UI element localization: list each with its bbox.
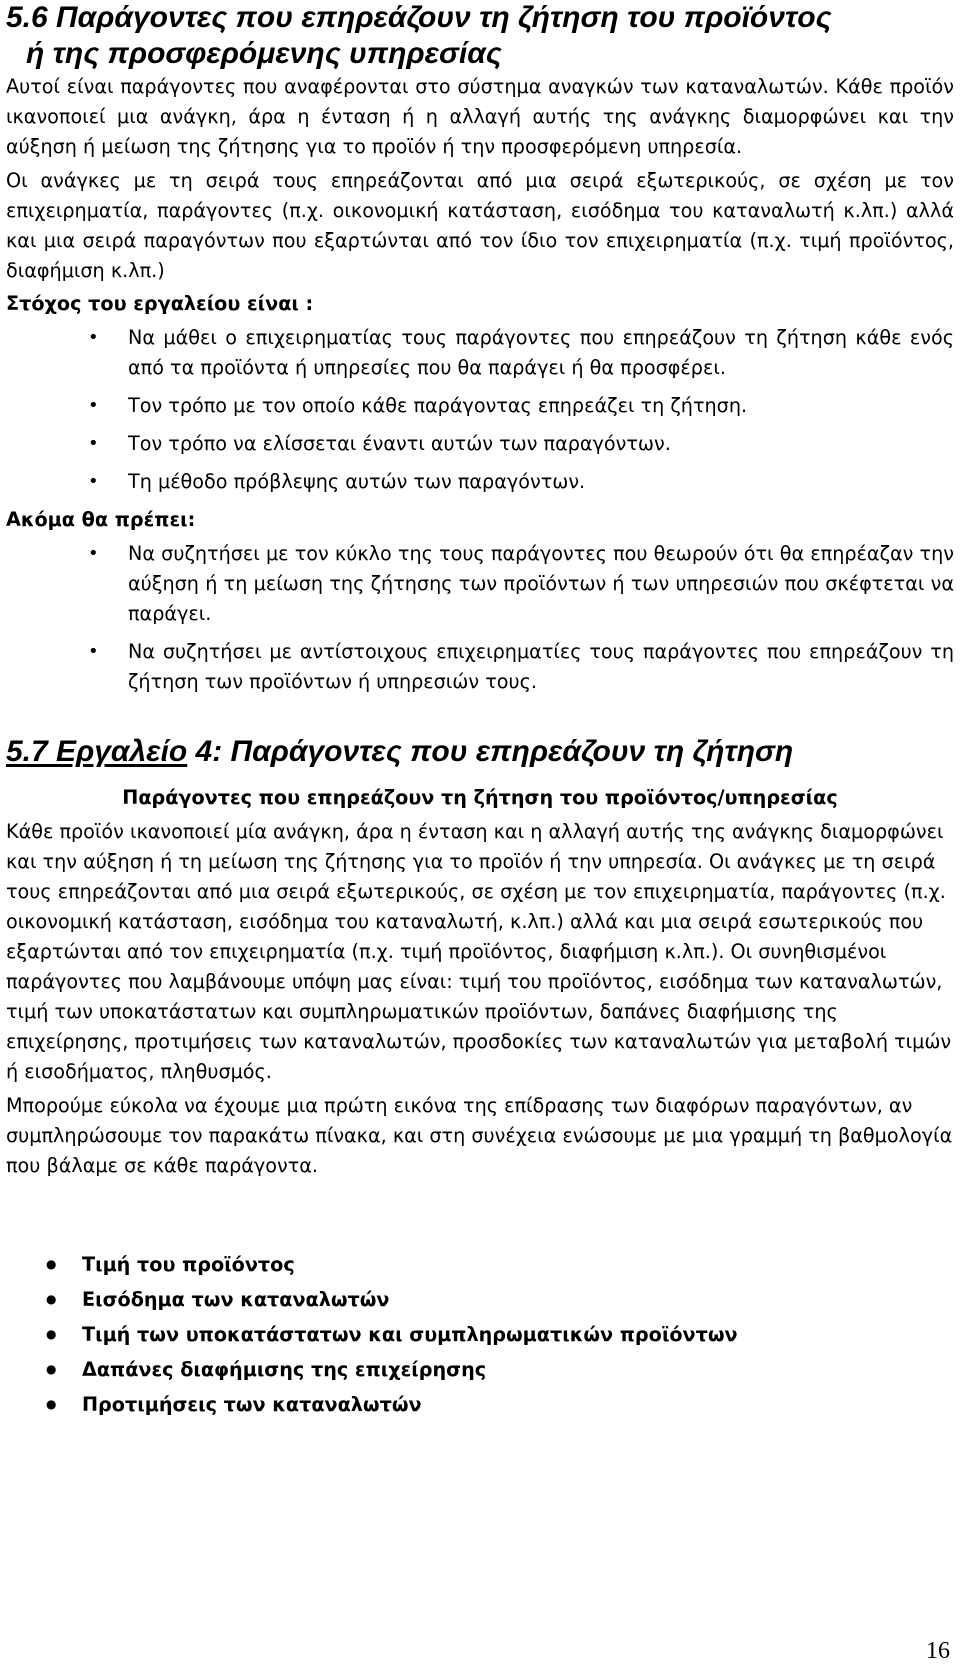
section-5-7-title	[6, 733, 954, 771]
page-number: 16	[926, 1638, 950, 1664]
section-5-7-paragraph-1: Κάθε προϊόν ικανοποιεί μία ανάγκη, άρα η ένταση και η αλλαγή αυτής της ανάγκης διαμορφώνει και την αύξηση ή τη μείωση της ζήτησης για το προϊόν ή την υπηρεσία. Οι ανάγκες με τη σειρά τους επηρεάζονται από μια σειρά εξωτερικούς, σε σχέση με τον επιχειρηματία, παράγοντες (π.χ. οικονομική κατάσταση, εισόδημα του καταναλωτή, κ.λπ.) αλλά και μια σειρά εσωτερικούς που εξαρτώνται από τον επιχειρηματία (π.χ. τιμή προϊόντος, διαφήμιση κ.λπ.). Οι συνηθισμένοι παράγοντες που λαμβάνουμε υπόψη μας είναι: τιμή του προϊόντος, εισόδημα των καταναλωτών, τιμή των υποκατάστατων και συμπληρωματικών προϊόντων, δαπάνες διαφήμισης της επιχείρησης, προτιμήσεις των καταναλωτών, προσδοκίες των καταναλωτών για μεταβολή τιμών ή εισοδήματος, πληθυσμός.	[6, 820, 952, 1083]
goal-item: • Τον τρόπο με τον οποίο κάθε παράγοντας επηρεάζει τη ζήτηση.	[128, 391, 954, 421]
section-5-6-paragraph-2: Οι ανάγκες με τη σειρά τους επηρεάζονται από μια σειρά εξωτερικούς, σε σχέση με τον επιχειρηματία, παράγοντες (π.χ. οικονομική κατάσταση, εισόδημα του καταναλωτή κ.λπ.) αλλά και μια σειρά παραγόντων που εξαρτώνται από τον ίδιο τον επιχειρηματία (π.χ. τιμή προϊόντος, διαφήμιση κ.λπ.)	[6, 169, 954, 282]
section-5-6-title-line1: 5.6 Παράγοντες που επηρεάζουν τη ζήτηση του προϊόντος	[6, 1, 832, 34]
also-heading: Ακόμα θα πρέπει:	[6, 508, 196, 531]
factor-item: ● Προτιμήσεις των καταναλωτών	[82, 1387, 954, 1422]
goal-item: • Να μάθει ο επιχειρηματίας τους παράγοντες που επηρεάζουν τη ζήτηση κάθε ενός από τα προϊόντα ή υπηρεσίες που θα παράγει ή θα προσφέρει.	[128, 323, 954, 383]
section-5-7-subheading: Παράγοντες που επηρεάζουν τη ζήτηση του προϊόντος/υπηρεσίας	[122, 786, 838, 809]
section-5-6-paragraph-1: Αυτοί είναι παράγοντες που αναφέρονται στο σύστημα αναγκών των καταναλωτών. Κάθε προϊόν ικανοποιεί μια ανάγκη, άρα η ένταση ή η αλλαγή αυτής της ανάγκης διαμορφώνει και την αύξηση ή μείωση της ζήτησης για το προϊόν ή την προσφερόμενη υπηρεσία.	[6, 75, 954, 158]
factor-item: ● Τιμή των υποκατάστατων και συμπληρωματικών προϊόντων	[82, 1317, 954, 1352]
section-5-6-title-line2: ή της προσφερόμενης υπηρεσίας	[26, 37, 502, 70]
goal-heading: Στόχος του εργαλείου είναι :	[6, 292, 314, 315]
goal-list	[6, 323, 954, 497]
goal-item: • Τη μέθοδο πρόβλεψης αυτών των παραγόντων.	[128, 467, 954, 497]
factor-item: ● Εισόδημα των καταναλωτών	[82, 1282, 954, 1317]
goal-item: • Τον τρόπο να ελίσσεται έναντι αυτών των παραγόντων.	[128, 429, 954, 459]
section-5-7-paragraph-2: Μπορούμε εύκολα να έχουμε μια πρώτη εικόνα της επίδρασης των διαφόρων παραγόντων, αν συμπληρώσουμε τον παρακάτω πίνακα, και στη συνέχεια ενώσουμε με μια γραμμή τη βαθμολογία που βάλαμε σε κάθε παράγοντα.	[6, 1094, 953, 1177]
factor-item: ● Τιμή του προϊόντος	[82, 1247, 954, 1282]
also-item: • Να συζητήσει με τον κύκλο της τους παράγοντες που θεωρούν ότι θα επηρέαζαν την αύξηση ή τη μείωση της ζήτησης των προϊόντων ή των υπηρεσιών που σκέφτεται να παράγει.	[128, 539, 954, 629]
factor-list	[6, 1247, 954, 1422]
section-5-6-title	[6, 0, 954, 72]
also-list	[6, 539, 954, 697]
section-5-7-title-underlined: 5.7 Εργαλείο	[6, 735, 188, 768]
factor-item: ● Δαπάνες διαφήμισης της επιχείρησης	[82, 1352, 954, 1387]
document-page	[6, 0, 954, 1422]
section-5-7-title-rest: 4: Παράγοντες που επηρεάζουν τη ζήτηση	[187, 735, 794, 768]
also-item: • Να συζητήσει με αντίστοιχους επιχειρηματίες τους παράγοντες που επηρεάζουν τη ζήτηση των προϊόντων ή υπηρεσιών τους.	[128, 637, 954, 697]
